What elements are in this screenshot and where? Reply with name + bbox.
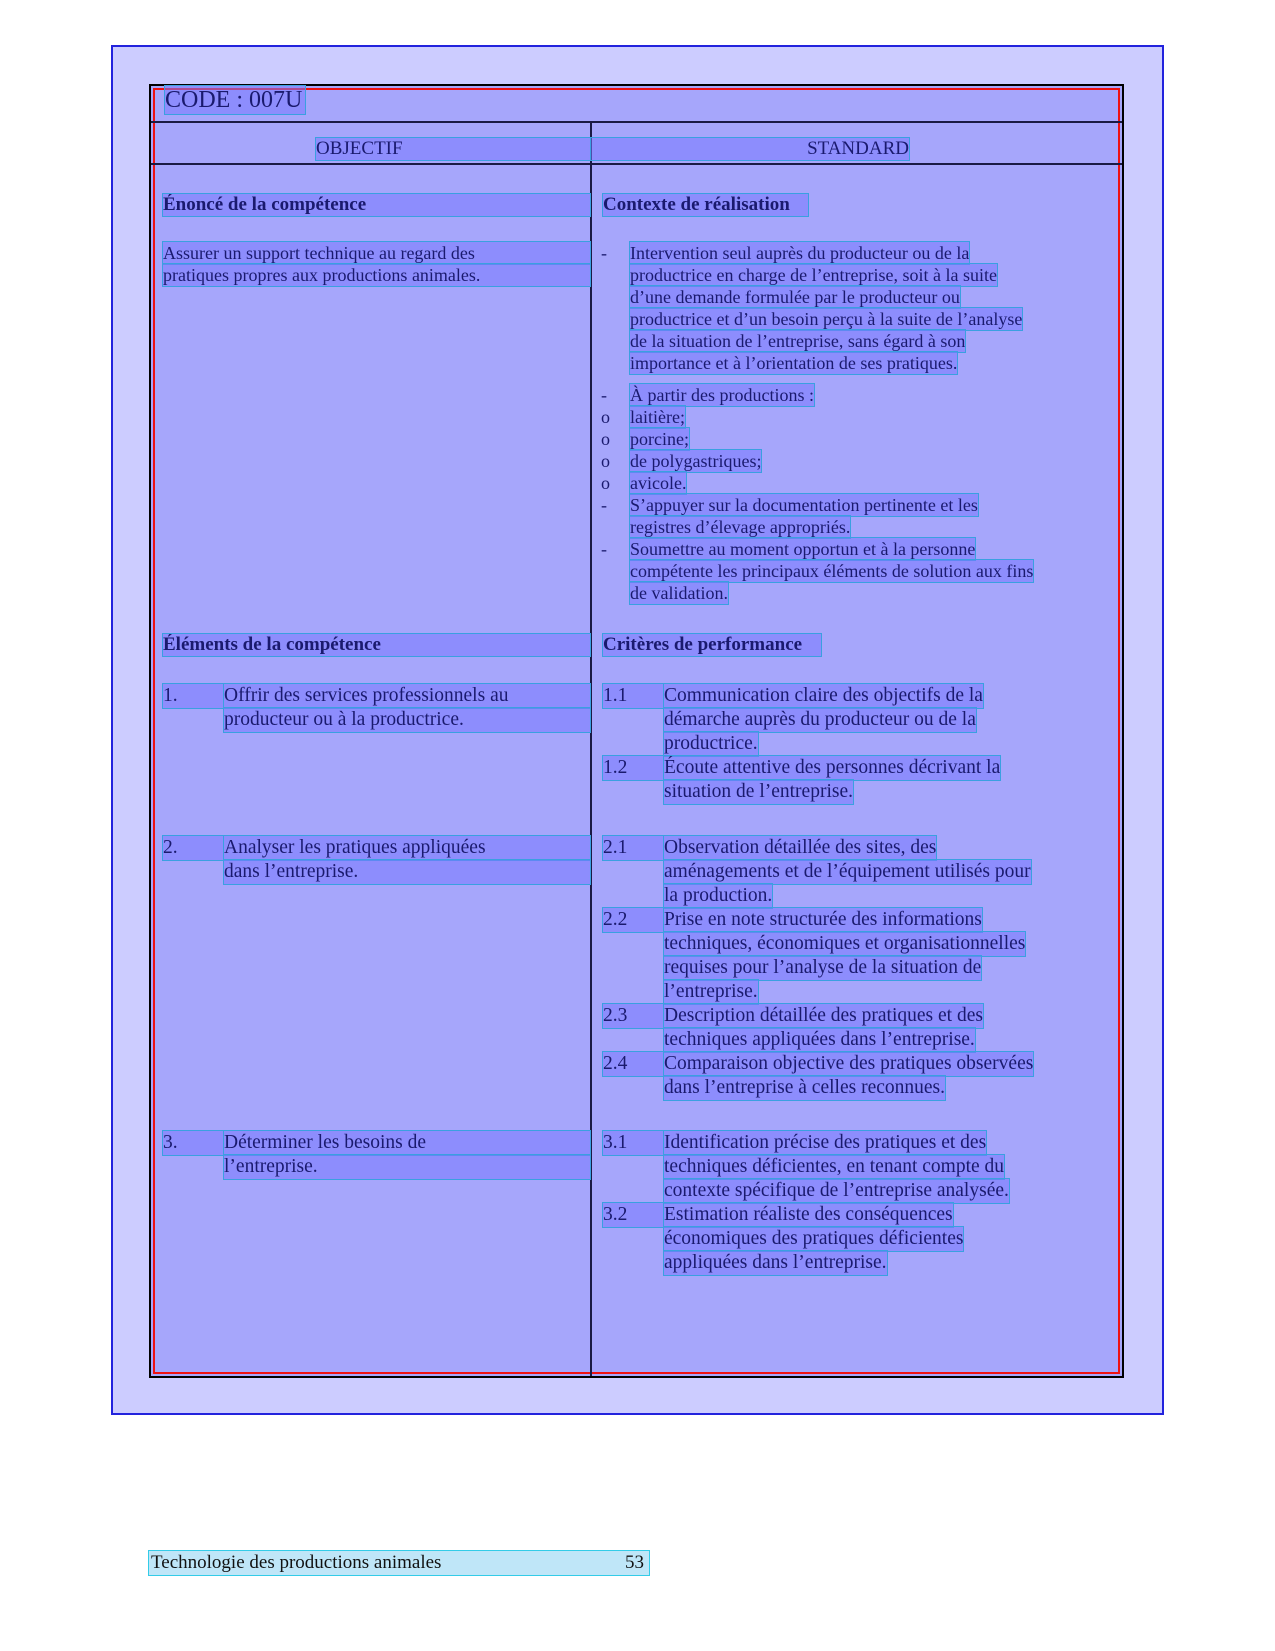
contexte-line: Intervention seul auprès du producteur ou de la (630, 243, 970, 263)
critere-number: 2.2 (603, 908, 663, 932)
contexte-line: de validation. (630, 583, 728, 603)
contexte-marker: - (601, 539, 607, 559)
critere-line: dans l’entreprise à celles reconnues. (664, 1077, 945, 1098)
critere-line: techniques, économiques et organisationnelles (664, 933, 1026, 954)
critere-line: la production. (664, 885, 773, 906)
critere-line: Observation détaillée des sites, des (664, 837, 937, 858)
element-line: Déterminer les besoins de (224, 1131, 590, 1155)
critere-number: 1.1 (603, 684, 663, 708)
page-number: 53 (625, 1552, 644, 1573)
critere-line: Communication claire des objectifs de la (664, 685, 983, 706)
header-bottom-divider (151, 163, 1122, 165)
critere-line: techniques appliquées dans l’entreprise. (664, 1029, 975, 1050)
contexte-line: productrice et d’un besoin perçu à la suite de l’analyse (630, 309, 1023, 329)
contexte-marker: o (601, 451, 610, 471)
enonce-line: pratiques propres aux productions animales. (163, 264, 590, 286)
critere-line: aménagements et de l’équipement utilisés pour (664, 861, 1031, 882)
critere-line: Prise en note structurée des informations (664, 909, 982, 930)
contexte-line: productrice en charge de l’entreprise, soit à la suite (630, 265, 998, 285)
critere-number: 3.2 (603, 1203, 663, 1227)
critere-line: techniques déficientes, en tenant compte du (664, 1156, 1005, 1177)
contexte-marker: - (601, 243, 607, 263)
contexte-marker: o (601, 429, 610, 449)
code-label: CODE : 007U (165, 86, 305, 114)
element-number: 3. (163, 1131, 223, 1155)
element-line: Offrir des services professionnels au (224, 684, 590, 708)
contexte-line: avicole. (630, 473, 687, 493)
critere-line: Description détaillée des pratiques et des (664, 1005, 983, 1026)
critere-number: 2.4 (603, 1052, 663, 1076)
critere-line: requises pour l’analyse de la situation de (664, 957, 982, 978)
contexte-marker: - (601, 385, 607, 405)
critere-line: Comparaison objective des pratiques observées (664, 1053, 1034, 1074)
criteres-title: Critères de performance (603, 634, 821, 656)
contexte-line: S’appuyer sur la documentation pertinente et les (630, 495, 978, 515)
contexte-line: compétente les principaux éléments de solution aux fins (630, 561, 1034, 581)
footer-title: Technologie des productions animales (151, 1552, 442, 1573)
critere-line: l’entreprise. (664, 981, 758, 1002)
critere-line: Identification précise des pratiques et des (664, 1132, 987, 1153)
contexte-line: de la situation de l’entreprise, sans égard à son (630, 331, 966, 351)
standard-header (591, 138, 909, 160)
contexte-line: À partir des productions : (630, 385, 814, 405)
contexte-line: importance et à l’orientation de ses pratiques. (630, 353, 958, 373)
enonce-title: Énoncé de la compétence (163, 194, 590, 216)
elements-title: Éléments de la compétence (163, 634, 590, 656)
element-line: Analyser les pratiques appliquées (224, 836, 590, 860)
critere-line: Écoute attentive des personnes décrivant la (664, 757, 1001, 778)
contexte-line: Soumettre au moment opportun et à la personne (630, 539, 976, 559)
critere-line: économiques des pratiques déficientes (664, 1228, 964, 1249)
contexte-line: porcine; (630, 429, 689, 449)
element-number: 2. (163, 836, 223, 860)
critere-line: Estimation réaliste des conséquences (664, 1204, 953, 1225)
contexte-line: de polygastriques; (630, 451, 762, 471)
critere-number: 1.2 (603, 756, 663, 780)
element-number: 1. (163, 684, 223, 708)
element-line: dans l’entreprise. (224, 860, 590, 884)
contexte-line: registres d’élevage appropriés. (630, 517, 851, 537)
contexte-line: laitière; (630, 407, 685, 427)
enonce-line: Assurer un support technique au regard des (163, 242, 590, 264)
objectif-header: OBJECTIF (316, 138, 590, 160)
critere-line: démarche auprès du producteur ou de la (664, 709, 976, 730)
critere-line: productrice. (664, 733, 758, 754)
column-divider (590, 121, 592, 1376)
header-top-divider (151, 121, 1122, 123)
critere-number: 3.1 (603, 1131, 663, 1155)
critere-line: contexte spécifique de l’entreprise analysée. (664, 1180, 1009, 1201)
critere-line: appliquées dans l’entreprise. (664, 1252, 887, 1273)
contexte-line: d’une demande formulée par le producteur ou (630, 287, 960, 307)
contexte-marker: o (601, 407, 610, 427)
contexte-title: Contexte de réalisation (603, 194, 808, 216)
standard-header-text: STANDARD (807, 138, 909, 159)
element-line: l’entreprise. (224, 1155, 590, 1179)
critere-number: 2.3 (603, 1004, 663, 1028)
critere-line: situation de l’entreprise. (664, 781, 853, 802)
contexte-marker: - (601, 495, 607, 515)
element-line: producteur ou à la productrice. (224, 708, 590, 732)
critere-number: 2.1 (603, 836, 663, 860)
contexte-marker: o (601, 473, 610, 493)
